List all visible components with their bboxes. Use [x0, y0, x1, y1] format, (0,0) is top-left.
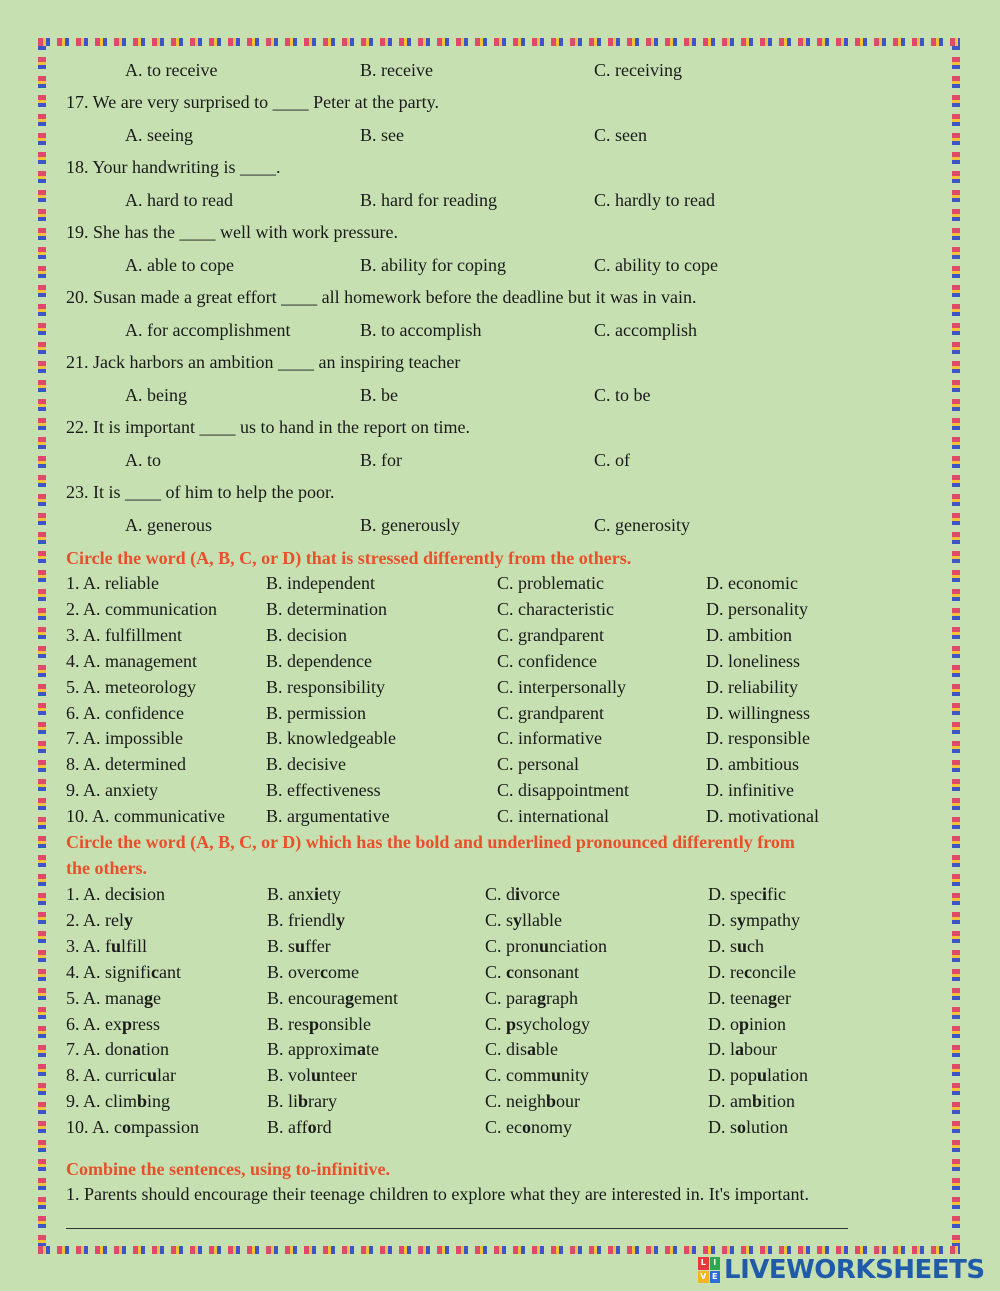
option-text: B. s — [267, 935, 296, 956]
option-text: B. over — [267, 961, 320, 982]
pronunciation-option — [708, 1090, 795, 1112]
highlighted-letters: a — [527, 1039, 537, 1060]
mc-option: A. to receive — [125, 60, 218, 80]
option-text: 1. A. dec — [66, 884, 130, 904]
liveworksheets-logo — [698, 1256, 985, 1284]
mc-option: A. for accomplishment — [125, 320, 291, 340]
stress-option: 5. A. meteorology — [66, 676, 196, 697]
highlighted-letters: b — [752, 1091, 763, 1112]
highlighted-letters: o — [521, 1117, 531, 1138]
option-text: 6. A. ex — [66, 1013, 122, 1034]
option-text: 10. A. c — [66, 1117, 122, 1138]
pronunciation-option — [485, 1090, 580, 1112]
mc-question-stem: 17. We are very surprised to ____ Peter at the party. — [66, 92, 439, 112]
highlighted-letters: o — [122, 1117, 131, 1138]
option-text: 8. A. curric — [66, 1065, 147, 1086]
stress-option: B. argumentative — [266, 806, 390, 827]
option-text: C. s — [485, 909, 514, 930]
option-text: bour — [744, 1039, 777, 1060]
mc-option: B. generously — [360, 515, 460, 535]
stress-option: C. grandparent — [497, 702, 604, 723]
logo-letter: L — [698, 1257, 709, 1270]
stress-option: B. decisive — [266, 754, 346, 775]
highlighted-letters: u — [551, 1065, 562, 1086]
logo-letter: I — [710, 1257, 721, 1270]
option-text: lar — [157, 1065, 176, 1086]
stress-option: B. knowledgeable — [266, 728, 396, 749]
highlighted-letters: g — [536, 987, 546, 1008]
highlighted-letters: u — [111, 935, 122, 956]
mc-question-stem: 20. Susan made a great effort ____ all homework before the deadline but it was in vain. — [66, 287, 697, 307]
pronunciation-option — [485, 883, 560, 905]
option-text: B. anx — [267, 884, 314, 904]
option-text: C. — [485, 961, 507, 982]
pronunciation-option — [66, 909, 133, 931]
highlighted-letters: y — [124, 909, 133, 930]
pronunciation-option — [66, 1090, 170, 1112]
stress-option: D. motivational — [706, 806, 819, 827]
option-text: D. s — [708, 909, 738, 930]
pronunciation-option — [267, 961, 359, 983]
option-text: inion — [749, 1013, 787, 1034]
option-text: nteer — [321, 1065, 358, 1086]
stress-option: D. economic — [706, 573, 798, 593]
highlighted-letters: o — [737, 1117, 747, 1138]
highlighted-letters: p — [506, 1013, 517, 1034]
pronunciation-option — [708, 909, 800, 931]
option-text: C. ec — [485, 1117, 522, 1138]
option-text: B. friendl — [267, 909, 336, 930]
option-text: lution — [746, 1117, 789, 1138]
option-text: ome — [328, 961, 359, 982]
highlighted-letters: y — [336, 909, 345, 930]
pronunciation-option — [708, 961, 796, 983]
mc-question-stem: 21. Jack harbors an ambition ____ an inspiring teacher — [66, 352, 461, 372]
mc-option: B. receive — [360, 60, 433, 80]
combine-item-1: 1. Parents should encourage their teenage children to explore what they are interested in. It's important. — [66, 1184, 809, 1204]
stress-option: B. permission — [266, 702, 367, 723]
highlighted-letters: p — [739, 1013, 750, 1034]
highlighted-letters: g — [344, 987, 354, 1008]
option-text: 4. A. signifi — [66, 961, 152, 982]
pronunciation-option — [267, 883, 341, 905]
stress-option: 9. A. anxiety — [66, 780, 158, 801]
option-text: vorce — [520, 884, 561, 904]
pronunciation-option — [485, 1064, 589, 1086]
highlighted-letters: c — [743, 961, 752, 982]
highlighted-letters: i — [129, 884, 135, 904]
pronunciation-option — [267, 1090, 337, 1112]
mc-option: B. to accomplish — [360, 320, 482, 340]
pronunciation-option — [267, 1116, 332, 1138]
pronunciation-option — [485, 909, 562, 931]
stress-option: 6. A. confidence — [66, 702, 184, 723]
pronunciation-heading-line1: Circle the word (A, B, C, or D) which has the bold and underlined pronounced differently from — [66, 832, 795, 852]
pronunciation-option — [267, 987, 398, 1009]
pronunciation-option — [485, 987, 578, 1009]
answer-line[interactable] — [66, 1228, 848, 1229]
mc-option: C. receiving — [594, 60, 682, 80]
option-text: rary — [308, 1091, 338, 1112]
mc-option: C. accomplish — [594, 320, 697, 340]
option-text: ble — [536, 1039, 559, 1060]
pronunciation-option — [267, 1064, 357, 1086]
highlighted-letters: g — [767, 987, 777, 1008]
mc-option: B. hard for reading — [360, 190, 497, 210]
option-text: ch — [747, 935, 765, 956]
option-text: D. pop — [708, 1065, 757, 1086]
option-text: ffer — [305, 935, 331, 956]
option-text: C. comm — [485, 1065, 551, 1086]
logo-letter: V — [698, 1271, 709, 1284]
option-text: D. o — [708, 1013, 739, 1034]
option-text: onsonant — [514, 961, 580, 982]
stress-option: C. interpersonally — [497, 676, 626, 697]
option-text: C. pron — [485, 935, 539, 956]
stress-option: D. infinitive — [706, 780, 794, 801]
stress-option: B. determination — [266, 598, 387, 619]
option-text: ress — [132, 1013, 161, 1034]
option-text: er — [776, 987, 791, 1008]
highlighted-letters: y — [737, 909, 747, 930]
option-text: D. re — [708, 961, 744, 982]
option-text: B. res — [267, 1013, 309, 1034]
mc-option: B. ability for coping — [360, 255, 506, 275]
pronunciation-option — [267, 935, 331, 957]
pronunciation-option — [708, 987, 791, 1009]
highlighted-letters: u — [757, 1065, 768, 1086]
mc-option: A. able to cope — [125, 255, 234, 275]
highlighted-letters: c — [151, 961, 160, 982]
stress-option: 3. A. fulfillment — [66, 624, 182, 645]
option-text: D. spec — [708, 884, 762, 904]
highlighted-letters: a — [132, 1039, 142, 1060]
stress-option: B. effectiveness — [266, 780, 381, 801]
pronunciation-option — [267, 909, 345, 931]
logo-icon — [698, 1257, 720, 1283]
pronunciation-option — [485, 1038, 558, 1060]
highlighted-letters: b — [137, 1091, 148, 1112]
stress-option: C. personal — [497, 754, 579, 775]
stress-option: D. responsible — [706, 728, 810, 749]
pronunciation-option — [485, 1116, 572, 1138]
option-text: our — [556, 1091, 581, 1112]
option-text: D. s — [708, 935, 738, 956]
stress-option: B. responsibility — [266, 676, 386, 697]
pronunciation-option — [66, 883, 165, 905]
highlighted-letters: u — [146, 1065, 157, 1086]
option-text: nomy — [530, 1117, 572, 1138]
mc-option: A. to — [125, 450, 161, 470]
mc-option: A. hard to read — [125, 190, 233, 210]
highlighted-letters: c — [506, 961, 515, 982]
option-text: nciation — [549, 935, 607, 956]
pronunciation-option — [66, 961, 181, 983]
stress-option: 4. A. management — [66, 650, 197, 671]
option-text: B. li — [267, 1091, 299, 1112]
option-text: ant — [159, 961, 182, 982]
option-text: sychology — [516, 1013, 591, 1034]
stress-option: 1. A. reliable — [66, 573, 159, 593]
highlighted-letters: p — [309, 1013, 320, 1034]
option-text: 3. A. f — [66, 935, 111, 956]
mc-option: B. see — [360, 125, 404, 145]
option-text: ing — [147, 1091, 171, 1112]
pronunciation-option — [485, 961, 579, 983]
option-text: tion — [141, 1039, 170, 1060]
highlighted-letters: p — [122, 1013, 133, 1034]
option-text: te — [366, 1039, 379, 1060]
option-text: nity — [561, 1065, 590, 1086]
highlighted-letters: a — [357, 1039, 366, 1060]
option-text: ement — [353, 987, 398, 1008]
stress-option: C. informative — [497, 728, 602, 749]
pronunciation-option — [267, 1013, 371, 1035]
pronunciation-option — [66, 987, 161, 1009]
mc-question-stem: 23. It is ____ of him to help the poor. — [66, 482, 335, 502]
option-text: C. — [485, 1013, 507, 1034]
stress-option: D. personality — [706, 598, 808, 619]
highlighted-letters: i — [515, 884, 521, 904]
pronunciation-option — [708, 1013, 786, 1035]
option-text: C. neigh — [485, 1091, 546, 1112]
option-text: 7. A. don — [66, 1039, 133, 1060]
option-text: C. para — [485, 987, 537, 1008]
option-text: ety — [319, 884, 342, 904]
mc-option: B. for — [360, 450, 402, 470]
highlighted-letters: g — [144, 987, 153, 1008]
highlighted-letters: b — [298, 1091, 309, 1112]
highlighted-letters: b — [546, 1091, 557, 1112]
stress-option: B. independent — [266, 573, 375, 593]
stress-option: 10. A. communicative — [66, 806, 225, 827]
mc-question-stem: 18. Your handwriting is ____. — [66, 157, 281, 177]
pronunciation-option — [66, 1038, 169, 1060]
option-text: lfill — [121, 935, 148, 956]
mc-question-stem: 22. It is important ____ us to hand in the report on time. — [66, 417, 470, 437]
pronunciation-option — [66, 1013, 160, 1035]
mc-option: C. generosity — [594, 515, 690, 535]
mc-option: B. be — [360, 385, 398, 405]
stress-option: 2. A. communication — [66, 598, 217, 619]
option-text: llable — [522, 909, 562, 930]
option-text: e — [153, 987, 161, 1008]
highlighted-letters: o — [307, 1117, 317, 1138]
option-text: B. vol — [267, 1065, 312, 1086]
highlighted-letters: i — [761, 884, 767, 904]
stress-option: B. dependence — [266, 650, 372, 671]
mc-option: A. being — [125, 385, 187, 405]
option-text: 9. A. clim — [66, 1091, 137, 1112]
stress-option: 8. A. determined — [66, 754, 186, 775]
combine-heading: Combine the sentences, using to-infinitive. — [66, 1159, 390, 1179]
highlighted-letters: u — [295, 935, 306, 956]
option-text: 2. A. rel — [66, 909, 124, 930]
pronunciation-option — [66, 1064, 176, 1086]
mc-option: C. hardly to read — [594, 190, 715, 210]
stress-option: D. ambition — [706, 624, 792, 645]
pronunciation-option — [708, 935, 764, 957]
option-text: D. am — [708, 1091, 752, 1112]
logo-letter: E — [710, 1271, 721, 1284]
option-text: mpassion — [131, 1117, 200, 1138]
pronunciation-option — [485, 1013, 590, 1035]
highlighted-letters: a — [735, 1039, 744, 1060]
pronunciation-option — [708, 1064, 808, 1086]
mc-option: C. to be — [594, 385, 651, 405]
stress-option: D. ambitious — [706, 754, 799, 775]
option-text: lation — [767, 1065, 809, 1086]
pronunciation-option — [708, 883, 786, 905]
option-text: B. encoura — [267, 987, 345, 1008]
mc-option: A. seeing — [125, 125, 193, 145]
mc-option: A. generous — [125, 515, 212, 535]
mc-option: C. of — [594, 450, 630, 470]
option-text: onsible — [319, 1013, 372, 1034]
option-text: raph — [545, 987, 578, 1008]
option-text: 5. A. mana — [66, 987, 144, 1008]
stress-option: C. disappointment — [497, 780, 629, 801]
option-text: rd — [316, 1117, 332, 1138]
mc-option: C. seen — [594, 125, 647, 145]
stress-heading: Circle the word (A, B, C, or D) that is stressed differently from the others. — [66, 548, 632, 568]
stress-option: D. reliability — [706, 676, 798, 697]
stress-option: C. international — [497, 806, 609, 827]
option-text: D. l — [708, 1039, 735, 1060]
mc-question-stem: 19. She has the ____ well with work pressure. — [66, 222, 398, 242]
pronunciation-heading-line2: the others. — [66, 858, 147, 878]
highlighted-letters: y — [513, 909, 523, 930]
option-text: B. approxim — [267, 1039, 357, 1060]
option-text: C. d — [485, 884, 516, 904]
stress-option: D. loneliness — [706, 650, 800, 671]
option-text: B. aff — [267, 1117, 308, 1138]
pronunciation-option — [267, 1038, 379, 1060]
option-text: fic — [767, 884, 786, 904]
option-text: D. teena — [708, 987, 768, 1008]
option-text: oncile — [751, 961, 796, 982]
pronunciation-option — [708, 1038, 777, 1060]
pronunciation-option — [66, 1116, 199, 1138]
mc-option: C. ability to cope — [594, 255, 718, 275]
option-text: C. dis — [485, 1039, 528, 1060]
highlighted-letters: u — [539, 935, 550, 956]
option-text: sion — [135, 884, 166, 904]
pronunciation-option — [66, 935, 147, 957]
stress-option: B. decision — [266, 624, 347, 645]
stress-option: 7. A. impossible — [66, 728, 184, 749]
stress-option: C. confidence — [497, 650, 597, 671]
logo-text: LIVEWORKSHEETS — [724, 1255, 985, 1285]
stress-option: D. willingness — [706, 702, 811, 723]
stress-option: C. characteristic — [497, 598, 614, 619]
option-text: D. s — [708, 1117, 738, 1138]
highlighted-letters: u — [737, 935, 748, 956]
option-text: mpathy — [746, 909, 801, 930]
pronunciation-option — [708, 1116, 788, 1138]
stress-option: C. grandparent — [497, 624, 604, 645]
highlighted-letters: c — [320, 961, 328, 982]
option-text: ition — [762, 1091, 796, 1112]
stress-option: C. problematic — [497, 573, 604, 593]
pronunciation-option — [485, 935, 607, 957]
highlighted-letters: i — [314, 884, 320, 904]
highlighted-letters: u — [311, 1065, 322, 1086]
